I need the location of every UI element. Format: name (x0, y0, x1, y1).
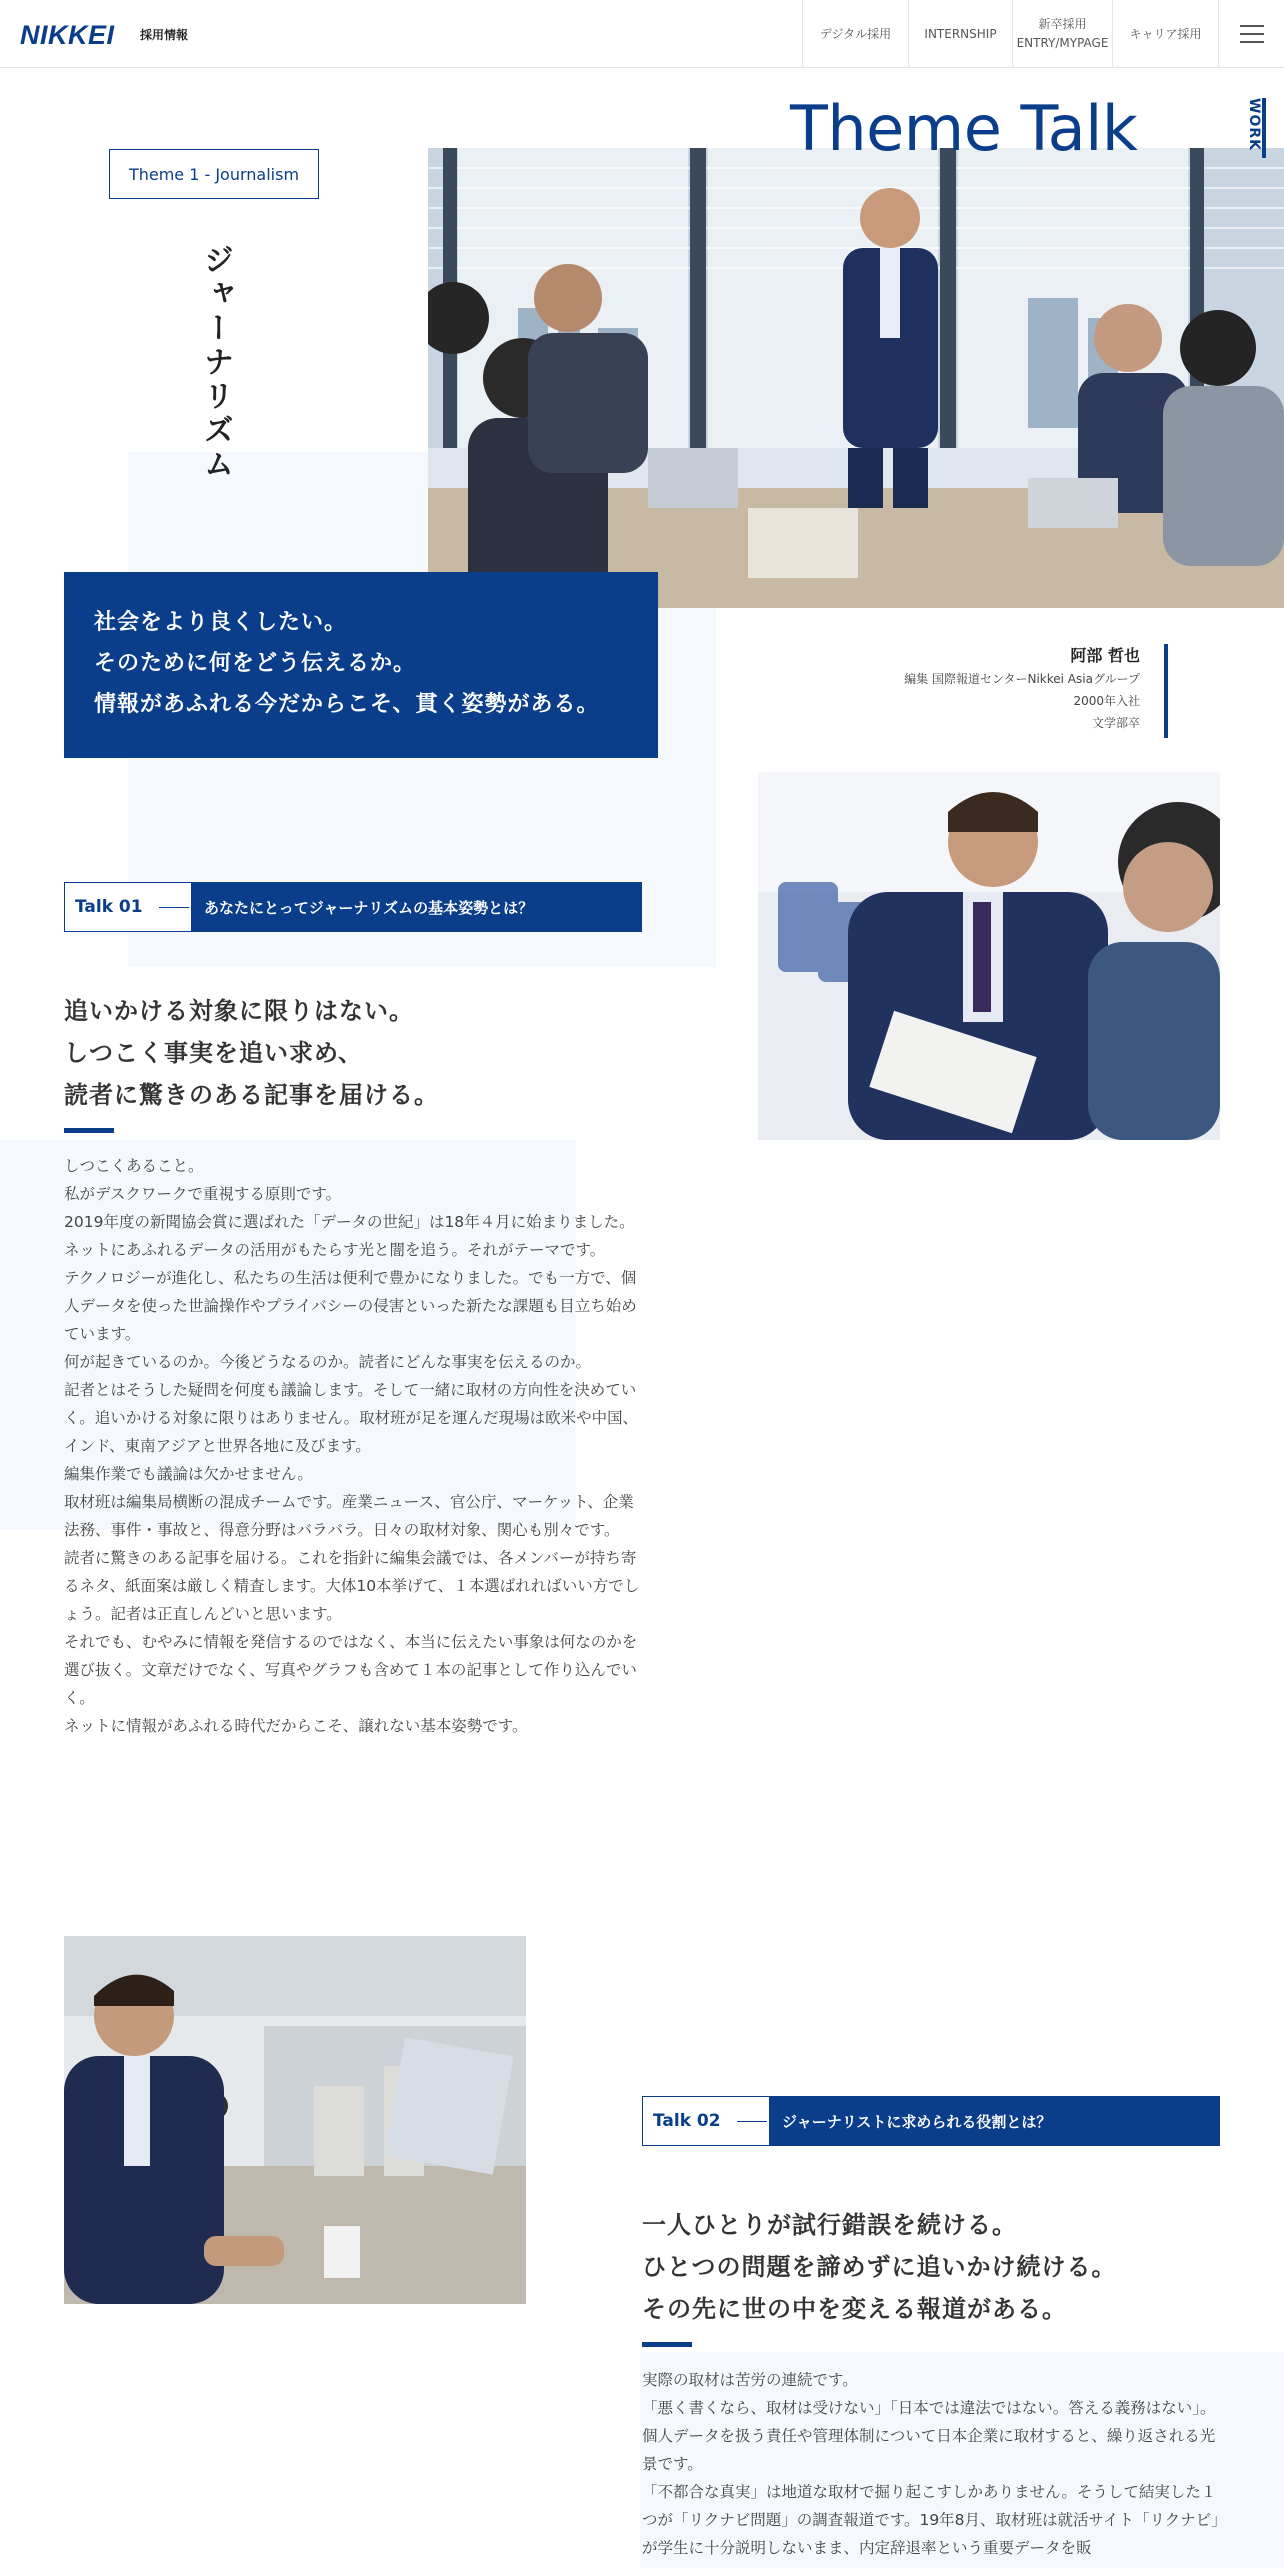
talk-question: ジャーナリストに求められる役割とは？ (770, 2096, 1220, 2146)
talk-number: Talk 01 (64, 882, 192, 932)
nav-label: キャリア採用 (1129, 26, 1202, 41)
talk-question: あなたにとってジャーナリズムの基本姿勢とは？ (192, 882, 642, 932)
talk-02-headline: 一人ひとりが試行錯誤を続ける。 ひとつの問題を諦めずに追いかけ続ける。 その先に世の中を変える報道がある。 (642, 2211, 1117, 2323)
nav-digital-recruit[interactable] (802, 0, 908, 68)
lead-line: 情報があふれる今だからこそ、貫く姿勢がある。 (94, 692, 600, 717)
site-header (0, 0, 1284, 68)
talk-01-headline: 追いかける対象に限りはない。 しつこく事実を追い求め、 読者に驚きのある記事を届ける。 (64, 997, 439, 1109)
profile-faculty: 文学部卒 (1091, 716, 1140, 730)
talk-01-header (64, 882, 642, 932)
logo-subtitle[interactable]: 採用情報 (140, 28, 189, 42)
talk-02-header (642, 2096, 1220, 2146)
body-paragraph: 読者に驚きのある記事を届ける。これを指針に編集会議では、各メンバーが持ち寄るネタ、紙面案は厳しく精査します。大体10本挙げて、１本選ばれればいい方でしょう。記者は正直しんどいと思います。 (64, 1549, 640, 1623)
lead-message (64, 572, 658, 758)
work-section-label: WORK (1236, 98, 1266, 158)
accent-divider (64, 1128, 114, 1133)
body-paragraph: しつこくあること。 (64, 1157, 204, 1175)
body-paragraph: それでも、むやみに情報を発信するのではなく、本当に伝えたい事象は何なのかを選び抜く。文章だけでなく、写真やグラフも含めて１本の記事として作り込んでいく。 (64, 1633, 638, 1707)
profile-name: 阿部 哲也 (1070, 646, 1140, 665)
body-paragraph: 「不都合な真実」は地道な取材で掘り起こすしかありません。そうして結実した１つが「リクナビ問題」の調査報道です。19年8月、取材班は就活サイト「リクナビ」が学生に十分説明しないまま、内定辞退率という重要データを販 (642, 2483, 1219, 2557)
body-paragraph: 「悪く書くなら、取材は受けない」「日本では違法ではない。答える義務はない」。個人データを扱う責任や管理体制について日本企業に取材すると、繰り返される光景です。 (642, 2399, 1216, 2473)
accent-divider (642, 2342, 692, 2347)
body-paragraph: 実際の取材は苦労の連続です。 (642, 2371, 858, 2389)
body-paragraph: 2019年度の新聞協会賞に選ばれた「データの世紀」は18年４月に始まりました。ネットにあふれるデータの活用がもたらす光と闇を追う。それがテーマです。 (64, 1213, 635, 1259)
nav-label: 新卒採用 (1038, 17, 1087, 31)
profile-joined: 2000年入社 (1073, 694, 1140, 708)
talk-number: Talk 02 (642, 2096, 770, 2146)
meeting-photo (428, 148, 1284, 608)
vertical-heading: ジャーナリズム (198, 244, 233, 482)
body-paragraph: 取材班は編集局横断の混成チームです。産業ニュース、官公庁、マーケット、企業法務、事件・事故と、得意分野はバラバラ。日々の取材対象、関心も別々です。 (64, 1493, 634, 1539)
nav-label: INTERNSHIP (924, 26, 997, 41)
nav-new-graduate[interactable] (1012, 0, 1112, 68)
lead-line: 社会をより良くしたい。 (94, 610, 348, 635)
nav-internship[interactable] (908, 0, 1012, 68)
body-paragraph: 記者とはそうした疑問を何度も議論します。そして一緒に取材の方向性を決めていく。追いかける対象に限りはありません。取材班が足を運んだ現場は欧米や中国、インド、東南アジアと世界各地に及びます。 (64, 1381, 639, 1455)
page-title: Theme Talk (790, 92, 1138, 165)
nav-label: デジタル採用 (819, 26, 892, 41)
nav-career-recruit[interactable] (1112, 0, 1218, 68)
talk-02-body (642, 2366, 1222, 2562)
talk-01-body (64, 1152, 644, 1740)
nav-sublabel: ENTRY/MYPAGE (1016, 36, 1109, 50)
body-paragraph: ネットに情報があふれる時代だからこそ、譲れない基本姿勢です。 (64, 1717, 528, 1735)
body-paragraph: 編集作業でも議論は欠かせません。 (64, 1465, 313, 1483)
menu-icon (1240, 25, 1264, 43)
nikkei-logo[interactable]: NIKKEI (20, 20, 115, 50)
body-paragraph: テクノロジーが進化し、私たちの生活は便利で豊かになりました。でも一方で、個人データを使った世論操作やプライバシーの侵害といった新たな課題も目立ち始めています。 (64, 1269, 637, 1343)
body-paragraph: 何が起きているのか。今後どうなるのか。読者にどんな事実を伝えるのか。 (64, 1353, 592, 1371)
menu-button[interactable] (1218, 0, 1284, 68)
lead-line: そのために何をどう伝えるか。 (94, 651, 417, 676)
body-paragraph: 私がデスクワークで重視する原則です。 (64, 1185, 342, 1203)
interviewee-profile (904, 644, 1168, 738)
profile-dept: 編集 国際報道センターNikkei Asiaグループ (904, 672, 1140, 686)
global-nav (802, 0, 1284, 68)
theme-badge: Theme 1 - Journalism (109, 149, 319, 199)
discussion-photo (758, 772, 1220, 1140)
office-desk-photo (64, 1936, 526, 2304)
